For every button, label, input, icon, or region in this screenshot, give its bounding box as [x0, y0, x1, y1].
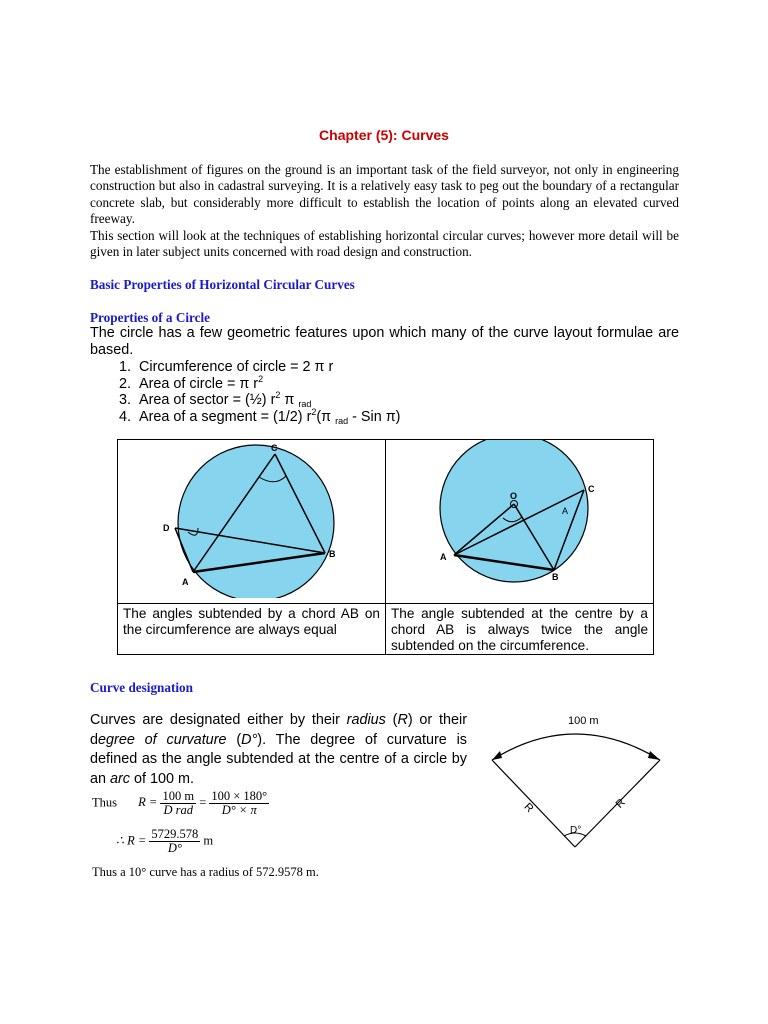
degree-curvature-diagram: [480, 705, 680, 855]
label-b: B: [552, 572, 559, 582]
label-angle-a: A: [562, 506, 569, 516]
conclusion-text: Thus a 10° curve has a radius of 572.9578 m.: [92, 865, 319, 879]
list-item: 2. Area of circle = π $r^2$: [135, 376, 695, 393]
circle-figure-table: [117, 439, 654, 655]
intro-paragraph-2: This section will look at the techniques of establishing horizontal circular curves; however more detail will be given in later subject units concerned with road design and construction.: [90, 228, 679, 260]
circle-shape: [178, 445, 334, 598]
label-o: O: [510, 491, 518, 501]
label-d: D: [163, 523, 170, 533]
left-caption: The angles subtended by a chord AB on the circumference are always equal: [123, 606, 380, 637]
radius-formula: Thus R = $\frac{100 m}{\text{D rad}}$ = $\frac{100 \times 180^\circ}{D^\circ \times \pi}$: [92, 789, 268, 817]
radius-label-left: R: [521, 800, 536, 816]
curve-designation-heading: Curve designation: [90, 680, 193, 695]
circle-properties-list: [90, 359, 695, 425]
circle-properties-intro: The circle has a few geometric features upon which many of the curve layout formulae are based.: [90, 325, 679, 358]
left-diagram-cell: [118, 440, 386, 604]
label-c: C: [588, 484, 595, 494]
page-title: Chapter (5): Curves: [319, 127, 449, 143]
label-c: C: [271, 443, 278, 453]
angle-label: D°: [570, 825, 582, 836]
arc-length-label: 100 m: [568, 715, 599, 727]
arc-shape: [492, 734, 660, 760]
curve-designation-paragraph: Curves are designated either by their radius (R) or their degree of curvature (D°). The degree of curvature is defined as the angle subtended at the centre of a circle by an arc of 100 m.: [90, 712, 468, 787]
basic-properties-heading: Basic Properties of Horizontal Circular Curves: [90, 277, 355, 292]
right-caption: The angle subtended at the centre by a chord AB is always twice the angle subtended on the circumference.: [391, 606, 648, 653]
list-item: 4. Area of a segment = (1/2) $r^2(\pi$ $_{rad}$ - Sin π): [135, 409, 695, 426]
label-a: A: [440, 552, 447, 562]
right-diagram-cell: [386, 440, 654, 604]
circle-properties-heading: Properties of a Circle: [90, 310, 210, 325]
label-a: A: [182, 577, 189, 587]
intro-paragraph-1: The establishment of figures on the ground is an important task of the field surveyor, not only in engineering construction but also in cadastral surveying. It is a relatively easy task to peg out the boundary of a rectangular concrete slab, but considerably more difficult to establish the location of points along an elevated curved freeway.: [90, 162, 679, 226]
label-b: B: [329, 549, 336, 559]
list-item: 3. Area of sector = (½) $r^2$ π $_{rad}$: [135, 392, 695, 409]
left-caption-cell: [118, 604, 386, 655]
list-item: 1. Circumference of circle = 2 π r: [135, 359, 695, 376]
radius-label-right: R: [613, 796, 628, 811]
central-angle-diagram: [386, 440, 653, 598]
radius-result-formula: ∴ R = $\frac{5729.578}{D^\circ}$ m: [116, 827, 214, 855]
right-caption-cell: [386, 604, 654, 655]
inscribed-angle-diagram: [118, 440, 385, 598]
